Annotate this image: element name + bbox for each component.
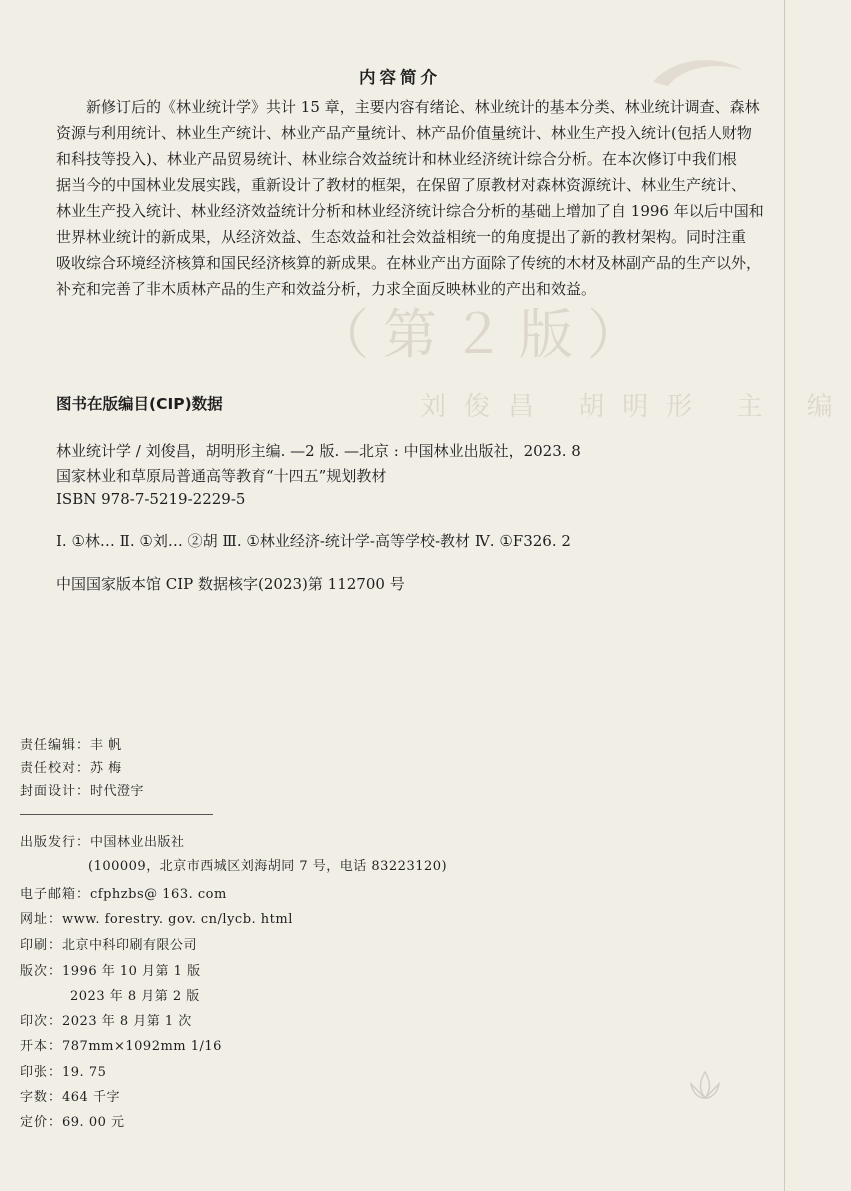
editor-row [20, 734, 122, 753]
publisher-row [20, 831, 185, 850]
editor-value: 丰 帆 [90, 738, 122, 753]
proofreader-value: 苏 梅 [90, 761, 122, 776]
edition-value: 1996 年 10 月第 1 版 [62, 964, 201, 979]
publisher-address: (100009，北京市西城区刘海胡同 7 号，电话 83223120) [88, 859, 448, 874]
intro-line: 据当今的中国林业发展实践，重新设计了教材的框架，在保留了原教材对森林资源统计、林业生产统计、 [56, 176, 747, 194]
intro-line: 世界林业统计的新成果，从经济效益、生态效益和社会效益相统一的角度提出了新的教材架构。同时注重 [56, 228, 747, 246]
format-row [20, 1035, 222, 1054]
intro-line: 新修订后的《林业统计学》共计 15 章，主要内容有绪论、林业统计的基本分类、林业统计调查、森林 [86, 98, 760, 116]
sheets-label: 印张： [20, 1065, 63, 1080]
price-row [20, 1111, 125, 1130]
lotus-icon [685, 1066, 725, 1106]
price-value: 69. 00 元 [62, 1115, 125, 1130]
price-label: 定价： [20, 1115, 63, 1130]
cip-series: 国家林业和草原局普通高等教育“十四五”规划教材 [56, 467, 387, 485]
cip-classification: Ⅰ. ①林… Ⅱ. ①刘… ②胡 Ⅲ. ①林业经济-统计学-高等学校-教材 Ⅳ. ①F326. 2 [56, 532, 571, 550]
website-row [20, 908, 293, 927]
email-value: cfphzbs@ 163. com [90, 887, 227, 902]
cover-designer-label: 封面设计： [20, 784, 91, 799]
printer-label: 印刷： [20, 938, 63, 953]
intro-paragraph [56, 94, 771, 302]
impression-value: 2023 年 8 月第 1 次 [62, 1014, 192, 1029]
edition-row [20, 960, 201, 979]
edition-label: 版次： [20, 964, 63, 979]
wordcount-label: 字数： [20, 1090, 63, 1105]
impression-row [20, 1010, 192, 1029]
impression-label: 印次： [20, 1014, 63, 1029]
cover-designer-value: 时代澄宇 [90, 784, 145, 799]
format-label: 开本： [20, 1039, 63, 1054]
cip-verification: 中国国家版本馆 CIP 数据核字(2023)第 112700 号 [56, 575, 405, 593]
publisher-label: 出版发行： [20, 835, 91, 850]
intro-line: 吸收综合环境经济核算和国民经济核算的新成果。在林业产出方面除了传统的木材及林副产品的生产以外， [56, 254, 762, 272]
website-value: www. forestry. gov. cn/lycb. html [62, 912, 293, 927]
cip-isbn: ISBN 978-7-5219-2229-5 [56, 490, 246, 508]
edition-second: 2023 年 8 月第 2 版 [70, 989, 200, 1004]
email-label: 电子邮箱： [20, 887, 91, 902]
wordcount-value: 464 千字 [62, 1090, 120, 1105]
intro-line: 和科技等投入)、林业产品贸易统计、林业综合效益统计和林业经济统计综合分析。在本次修订中我们根 [56, 150, 737, 168]
editor-label: 责任编辑： [20, 738, 91, 753]
cover-designer-row [20, 780, 144, 799]
website-label: 网址： [20, 912, 63, 927]
email-row [20, 883, 227, 902]
proofreader-row [20, 757, 122, 776]
printer-row [20, 934, 197, 953]
divider [20, 814, 213, 815]
wordcount-row [20, 1086, 120, 1105]
intro-line: 补充和完善了非木质林产品的生产和效益分析，力求全面反映林业的产出和效益。 [56, 280, 597, 298]
publisher-value: 中国林业出版社 [90, 835, 185, 850]
sheets-row [20, 1061, 106, 1080]
printer-value: 北京中科印刷有限公司 [62, 938, 198, 953]
bleed-through-authors-mark: 刘俊昌 胡明形 主 编 [420, 392, 851, 422]
proofreader-label: 责任校对： [20, 761, 91, 776]
intro-line: 林业生产投入统计、林业经济效益统计分析和林业经济统计综合分析的基础上增加了自 1996 年以后中国和 [56, 202, 764, 220]
page-edge-line [784, 0, 785, 1191]
intro-title: 内容简介 [359, 68, 441, 87]
cip-title: 图书在版编目(CIP)数据 [56, 395, 223, 413]
format-value: 787mm×1092mm 1/16 [62, 1039, 222, 1054]
publisher-logo-watermark [440, 1060, 740, 1120]
sheets-value: 19. 75 [62, 1065, 107, 1080]
bleed-through-edition-mark: （第２版） [315, 303, 655, 366]
cip-record: 林业统计学 / 刘俊昌，胡明形主编. —2 版. —北京 : 中国林业出版社，2023. 8 [56, 442, 581, 460]
intro-line: 资源与利用统计、林业生产统计、林业产品产量统计、林产品价值量统计、林业生产投入统计(包括人财物 [56, 124, 752, 142]
